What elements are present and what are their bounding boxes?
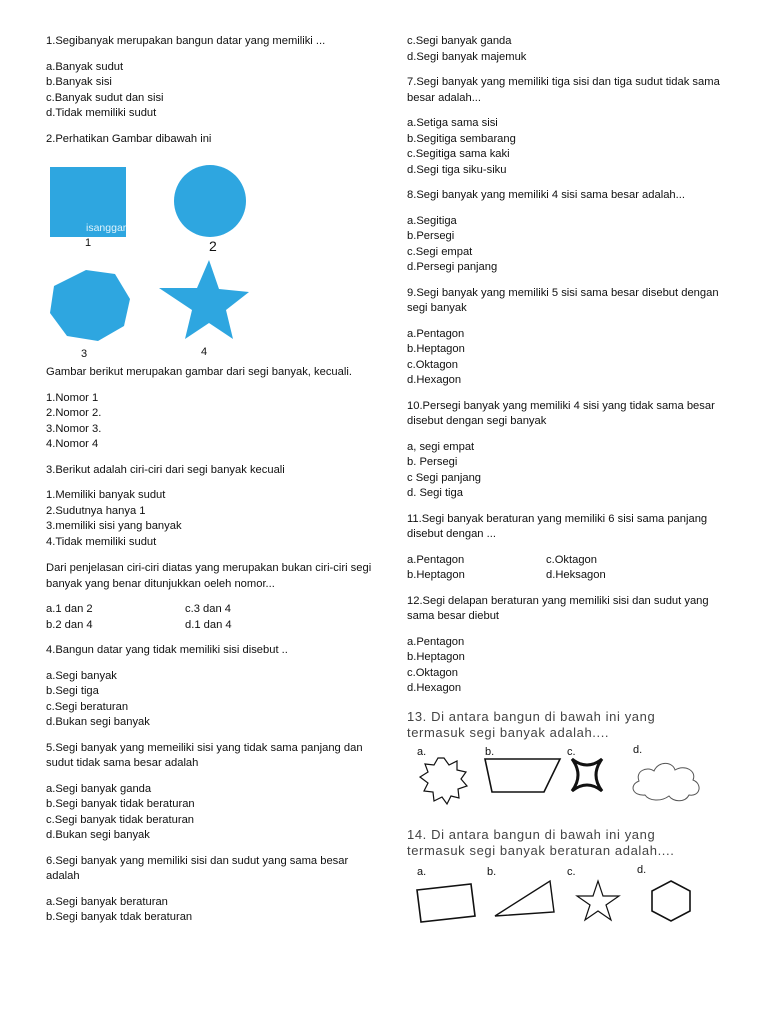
- option-d: d.Persegi panjang: [407, 261, 498, 273]
- watermark-text: isanggar: [86, 222, 127, 234]
- option-c: c.Oktagon: [407, 666, 458, 679]
- item-3: 3.memiliki sisi yang banyak: [46, 520, 182, 532]
- figure-label-3: 3: [81, 348, 88, 360]
- question-text: 8.Segi banyak yang memiliki 4 sisi sama besar adalah...: [407, 189, 685, 201]
- option-3: 3.Nomor 3.: [46, 422, 102, 435]
- option-list: [46, 391, 376, 453]
- question-text-line-2: termasuk segi banyak adalah....: [407, 724, 610, 740]
- option-b: b.Banyak sisi: [46, 76, 112, 88]
- question-8: [407, 188, 737, 276]
- question-subtext: Gambar berikut merupakan gambar dari segi banyak, kecuali.: [46, 366, 352, 378]
- option-b: b.Heptagon: [407, 569, 465, 581]
- option-list: [46, 782, 376, 844]
- option-c: c.Banyak sudut dan sisi: [46, 91, 164, 104]
- question-text: 7.Segi banyak yang memiliki tiga sisi dan tiga sudut tidak sama besar adalah...: [407, 76, 720, 104]
- question-text-line-2: termasuk segi banyak beraturan adalah....: [407, 842, 675, 858]
- option-d: d.Tidak memiliki sudut: [46, 107, 157, 119]
- star-outline-shape: [577, 881, 619, 920]
- figure-label-4: 4: [201, 346, 208, 358]
- shape-label-b: b.: [487, 865, 497, 878]
- question-7: [407, 75, 737, 178]
- figure-label-2: 2: [209, 238, 217, 254]
- option-b: b.Segi banyak tidak beraturan: [46, 798, 195, 810]
- option-b: b.Segitiga sembarang: [407, 132, 516, 145]
- shape-label-a: a.: [417, 745, 427, 758]
- item-2: 2.Sudutnya hanya 1: [46, 504, 146, 517]
- option-a: a.Setiga sama sisi: [407, 117, 498, 129]
- question-4: [46, 643, 376, 731]
- burst-shape: [420, 758, 467, 804]
- option-4: 4.Nomor 4: [46, 438, 99, 450]
- trapezoid-shape: [485, 759, 560, 792]
- right-column: [407, 34, 737, 929]
- option-c: c Segi panjang: [407, 471, 482, 484]
- option-d: d.Bukan segi banyak: [46, 716, 150, 728]
- option-d: d.Segi banyak majemuk: [407, 50, 527, 63]
- option-list: [46, 669, 376, 731]
- question-13: [407, 709, 737, 809]
- option-a: a, segi empat: [407, 440, 475, 453]
- option-list: [46, 895, 376, 926]
- option-a: a.Segi banyak: [46, 669, 117, 682]
- rotated-rectangle-shape: [417, 884, 475, 922]
- question-text: 10.Persegi banyak yang memiliki 4 sisi yang tidak sama besar disebut dengan segi banyak: [407, 399, 715, 427]
- question-text: 12.Segi delapan beraturan yang memiliki sisi dan sudut yang sama besar diebut: [407, 594, 709, 622]
- option-a: a.Segi banyak beraturan: [46, 895, 168, 908]
- question-9: [407, 286, 737, 389]
- option-a: a.Pentagon: [407, 553, 465, 566]
- figure-label-1: 1: [85, 237, 92, 249]
- question-14: [407, 827, 737, 929]
- option-1: 1.Nomor 1: [46, 391, 99, 404]
- question-text: 11.Segi banyak beraturan yang memiliki 6 sisi sama panjang disebut dengan ...: [407, 512, 708, 540]
- option-b: b.Persegi: [407, 230, 455, 242]
- heptagon-shape: [50, 270, 130, 341]
- question-11: [407, 512, 737, 584]
- question-text-line-1: 14. Di antara bangun di bawah ini yang: [407, 826, 656, 842]
- question-text: 6.Segi banyak yang memiliki sisi dan sudut yang sama besar adalah: [46, 854, 349, 882]
- option-grid: [46, 602, 376, 633]
- question-5: [46, 741, 376, 844]
- q14-shapes-svg: [407, 863, 737, 929]
- option-b: b.Heptagon: [407, 651, 465, 663]
- option-b: b.2 dan 4: [46, 618, 93, 631]
- cloud-shape: [633, 763, 699, 800]
- question-text: 9.Segi banyak yang memiliki 5 sisi sama besar disebut dengan segi banyak: [407, 286, 719, 314]
- option-c: c.Segi beraturan: [46, 700, 129, 713]
- option-list: [407, 214, 737, 276]
- question-text: 1.Segibanyak merupakan bangun datar yang memiliki ...: [46, 35, 326, 47]
- option-c: c.Oktagon: [407, 358, 458, 371]
- option-grid: [407, 553, 737, 584]
- item-4: 4.Tidak memiliki sudut: [46, 535, 157, 548]
- option-b: b. Persegi: [407, 456, 458, 468]
- option-a: a.1 dan 2: [46, 603, 93, 615]
- question-6: [46, 854, 376, 926]
- option-list: [407, 440, 737, 502]
- shape-label-d: d.: [633, 743, 643, 756]
- item-list: [46, 488, 376, 550]
- circle-shape: [174, 165, 246, 237]
- question-2: [46, 132, 376, 453]
- option-list: [407, 116, 737, 178]
- option-c: c.Segi empat: [407, 245, 473, 258]
- option-b: b.Segi tiga: [46, 685, 99, 697]
- q13-shapes-svg: [407, 745, 737, 809]
- option-d: d.1 dan 4: [185, 618, 232, 631]
- option-d: d.Segi tiga siku-siku: [407, 163, 507, 176]
- option-2: 2.Nomor 2.: [46, 407, 102, 419]
- item-1: 1.Memiliki banyak sudut: [46, 489, 166, 501]
- option-d: d.Hexagon: [407, 374, 462, 386]
- shape-label-b: b.: [485, 745, 495, 758]
- question-10: [407, 399, 737, 502]
- option-d: d.Bukan segi banyak: [46, 829, 150, 841]
- option-c: c.Oktagon: [546, 553, 597, 566]
- shapes-figure: [46, 147, 376, 359]
- question-6-continued: [407, 34, 737, 65]
- option-a: a.Banyak sudut: [46, 60, 124, 73]
- q14-shapes-figure: [407, 863, 737, 929]
- option-a: a.Segi banyak ganda: [46, 782, 152, 795]
- option-c: c.3 dan 4: [185, 603, 232, 615]
- question-text-line-1: 13. Di antara bangun di bawah ini yang: [407, 708, 656, 724]
- option-a: a.Segitiga: [407, 214, 457, 227]
- option-b: b.Heptagon: [407, 343, 465, 355]
- option-d: d.Heksagon: [546, 569, 606, 581]
- option-c: c.Segitiga sama kaki: [407, 148, 510, 160]
- shape-label-d: d.: [637, 863, 647, 876]
- option-a: a.Pentagon: [407, 327, 465, 340]
- q13-shapes-figure: [407, 745, 737, 809]
- left-column: [46, 34, 376, 926]
- option-c: c.Segi banyak ganda: [407, 35, 512, 47]
- question-text: 3.Berikut adalah ciri-ciri dari segi banyak kecuali: [46, 463, 285, 476]
- question-text: 4.Bangun datar yang tidak memiliki sisi disebut ..: [46, 644, 288, 656]
- shape-label-c: c.: [567, 745, 576, 758]
- star-shape: [159, 260, 249, 339]
- question-3: [46, 463, 376, 634]
- option-list: [407, 635, 737, 697]
- option-b: b.Segi banyak tdak beraturan: [46, 911, 193, 923]
- question-subtext: Dari penjelasan ciri-ciri diatas yang merupakan bukan ciri-ciri segi banyak yang benar ditunjukkan oeleh nomor...: [46, 562, 372, 590]
- hexagon-shape: [652, 881, 690, 921]
- question-text: 5.Segi banyak yang memeiliki sisi yang tidak sama panjang dan sudut tidak sama besar adalah: [46, 741, 363, 769]
- option-list: [46, 60, 376, 122]
- option-c: c.Segi banyak tidak beraturan: [46, 813, 195, 826]
- question-1: [46, 34, 376, 122]
- shape-label-c: c.: [567, 865, 576, 878]
- option-list: [407, 327, 737, 389]
- option-d: d. Segi tiga: [407, 487, 463, 499]
- option-a: a.Pentagon: [407, 635, 465, 648]
- concave-square-shape: [572, 759, 602, 791]
- question-12: [407, 594, 737, 697]
- triangle-shape: [495, 881, 554, 916]
- option-d: d.Hexagon: [407, 682, 462, 694]
- question-text: 2.Perhatikan Gambar dibawah ini: [46, 132, 212, 145]
- shape-label-a: a.: [417, 865, 427, 878]
